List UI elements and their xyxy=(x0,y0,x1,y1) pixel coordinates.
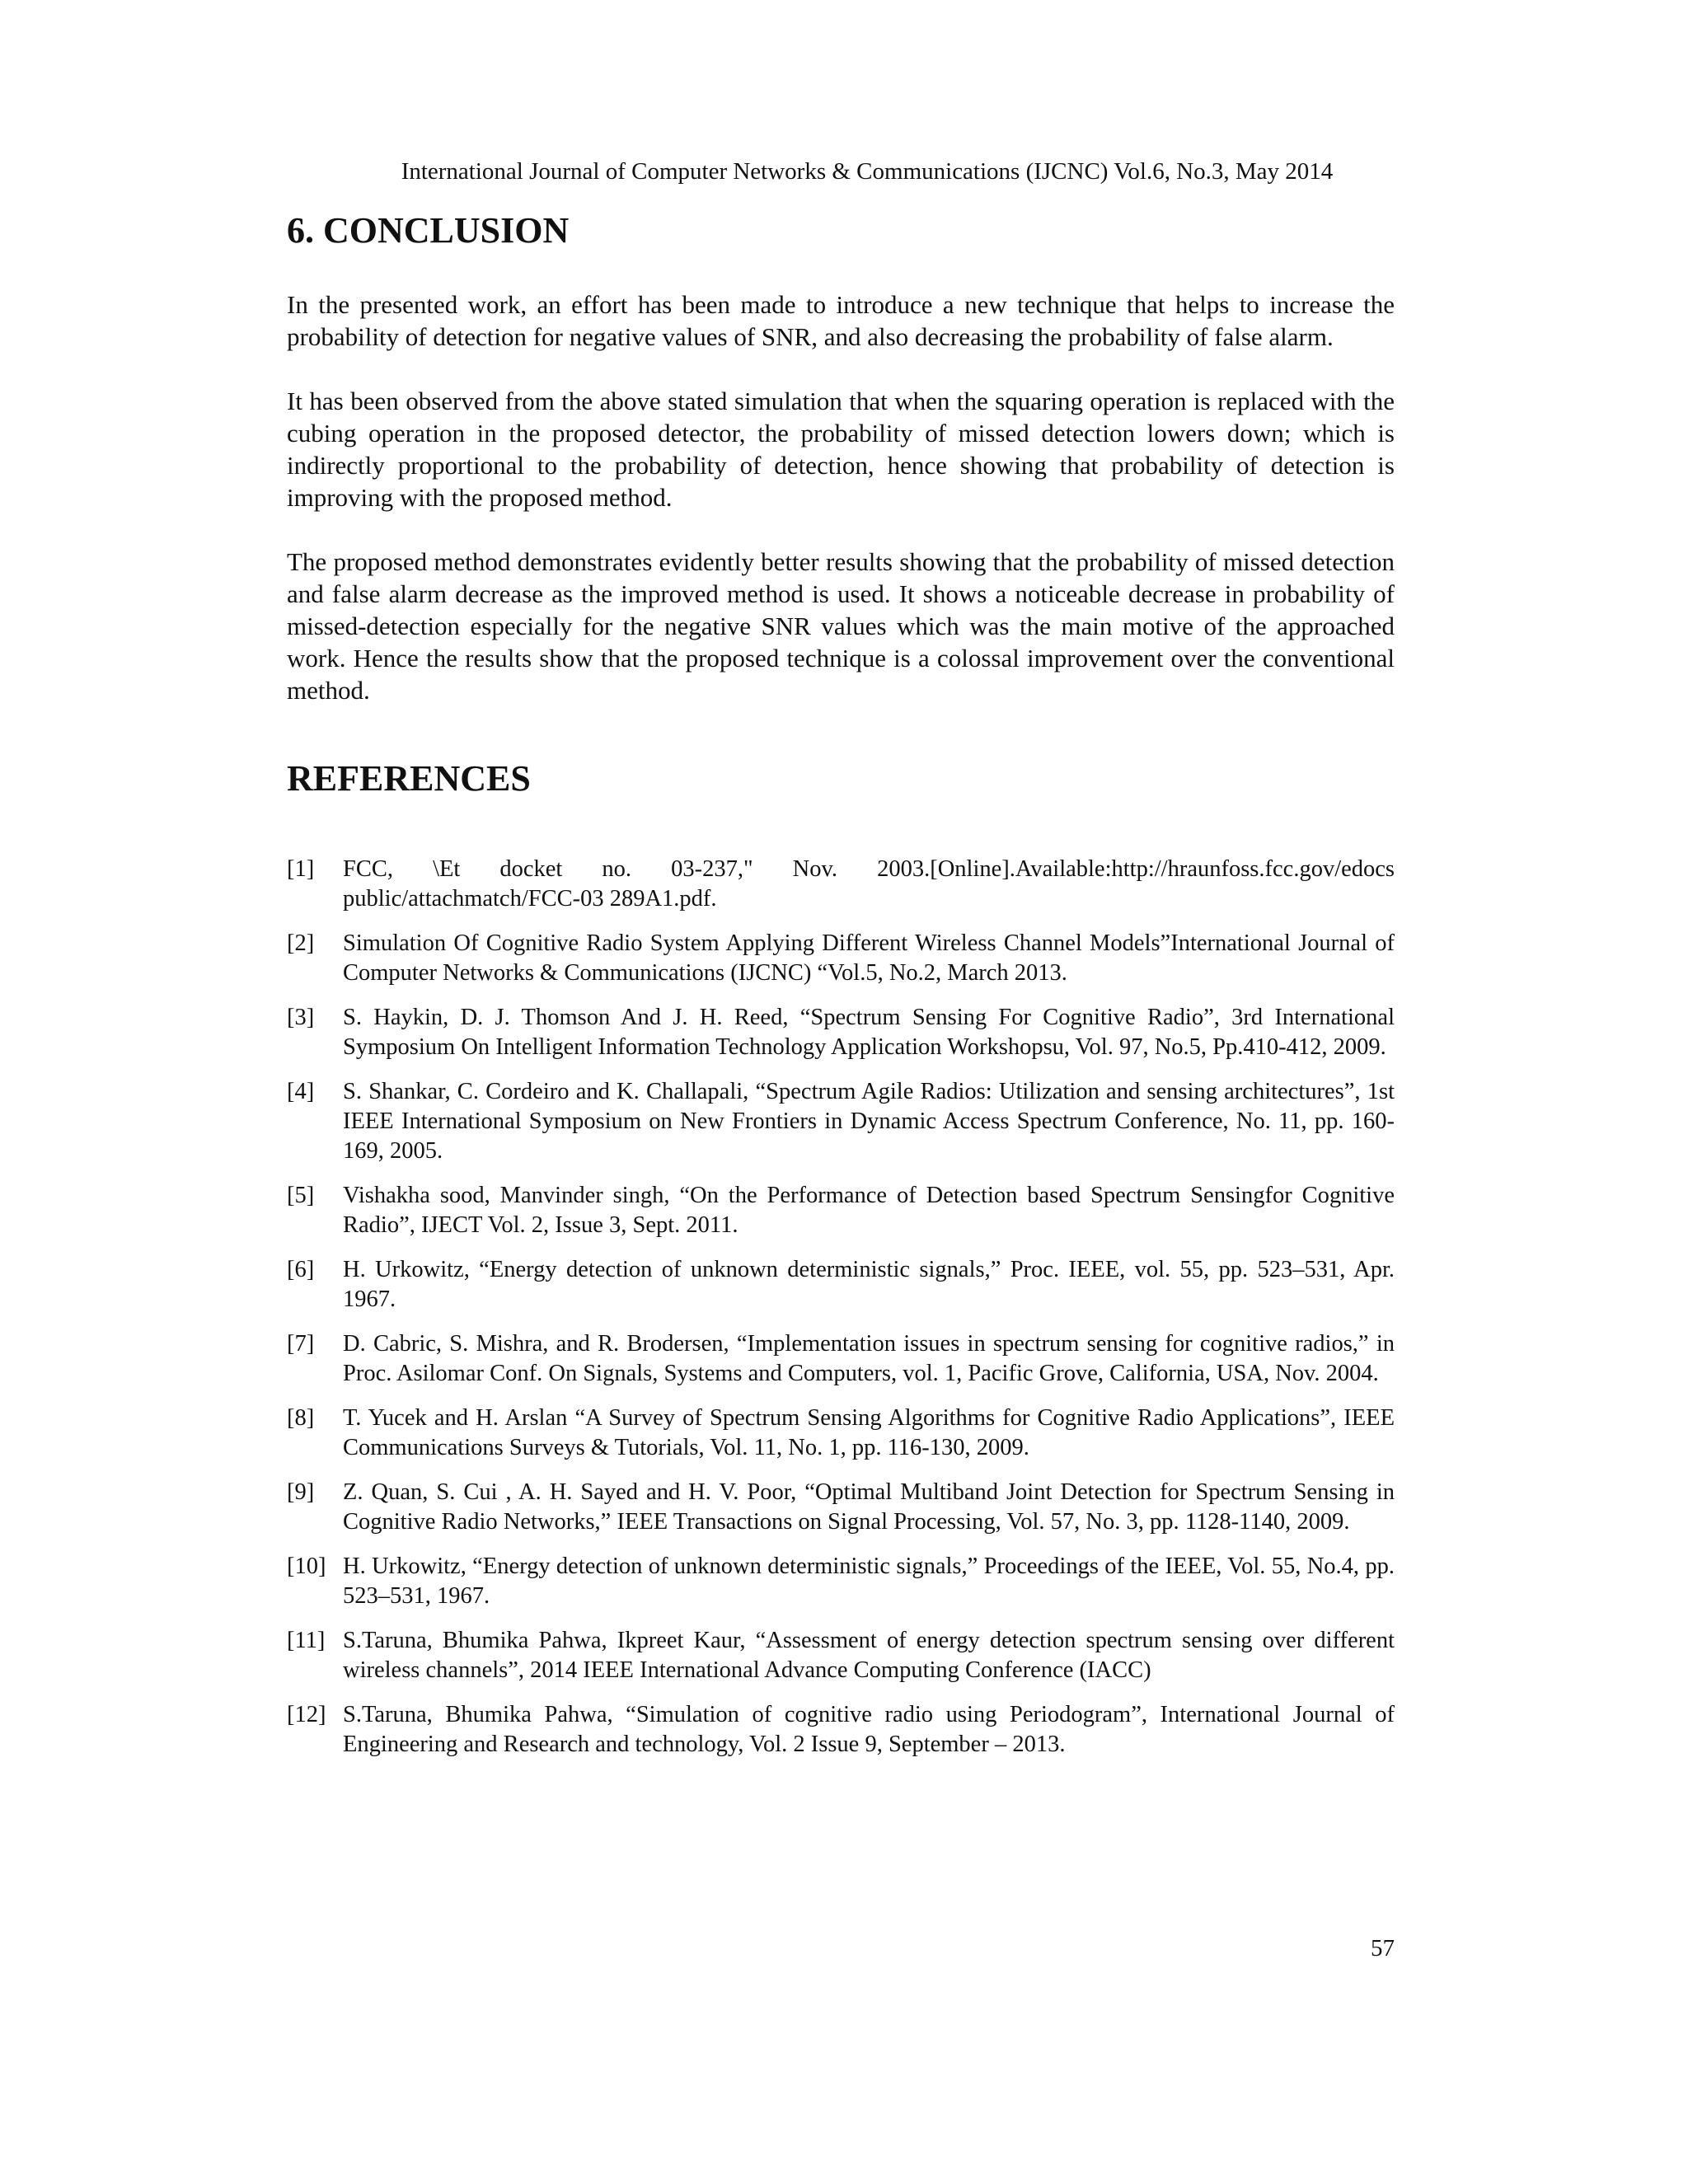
reference-item xyxy=(287,1255,1395,1315)
reference-item xyxy=(287,855,1395,914)
reference-number: [6] xyxy=(287,1257,315,1282)
reference-list xyxy=(287,855,1395,1760)
reference-number: [8] xyxy=(287,1405,315,1431)
reference-text: S.Taruna, Bhumika Pahwa, “Simulation of cognitive radio using Periodogram”, International Journal of Engineering and Research and technology, Vol. 2 Issue 9, September – 2013. xyxy=(343,1702,1395,1757)
reference-number: [10] xyxy=(287,1554,326,1579)
reference-text: S. Shankar, C. Cordeiro and K. Challapali, “Spectrum Agile Radios: Utilization and sensing architectures”, 1st IEEE International Symposium on New Frontiers in Dynamic Access Spectrum Conference, No. 11, pp. 160-169, 2005. xyxy=(343,1079,1395,1164)
reference-item xyxy=(287,1404,1395,1463)
running-header: International Journal of Computer Networks & Communications (IJCNC) Vol.6, No.3, May 2014 xyxy=(401,158,1334,185)
reference-text: S.Taruna, Bhumika Pahwa, Ikpreet Kaur, “Assessment of energy detection spectrum sensing over different wireless channels”, 2014 IEEE International Advance Computing Conference (IACC) xyxy=(343,1628,1395,1683)
reference-item xyxy=(287,1077,1395,1166)
reference-number: [11] xyxy=(287,1628,326,1653)
reference-number: [4] xyxy=(287,1079,315,1104)
reference-item xyxy=(287,929,1395,988)
reference-text: Vishakha sood, Manvinder singh, “On the Performance of Detection based Spectrum Sensingfor Cognitive Radio”, IJECT Vol. 2, Issue 3, Sept. 2011. xyxy=(343,1183,1395,1238)
reference-number: [7] xyxy=(287,1331,315,1357)
reference-text: H. Urkowitz, “Energy detection of unknown deterministic signals,” Proceedings of the IEEE, Vol. 55, No.4, pp. 523–531, 1967. xyxy=(343,1554,1395,1609)
paper-page xyxy=(287,157,1395,1774)
page-number: 57 xyxy=(1371,1935,1395,1961)
conclusion-paragraph-1: In the presented work, an effort has been made to introduce a new technique that helps to increase the probability of detection for negative values of SNR, and also decreasing the probability of false alarm. xyxy=(287,290,1395,351)
reference-text: Z. Quan, S. Cui , A. H. Sayed and H. V. Poor, “Optimal Multiband Joint Detection for Spectrum Sensing in Cognitive Radio Networks,” IEEE Transactions on Signal Processing, Vol. 57, No. 3, pp. 1128-1140, 2009. xyxy=(343,1479,1395,1535)
reference-number: [12] xyxy=(287,1702,326,1727)
reference-text: H. Urkowitz, “Energy detection of unknown deterministic signals,” Proc. IEEE, vol. 55, pp. 523–531, Apr. 1967. xyxy=(343,1257,1395,1312)
reference-number: [9] xyxy=(287,1479,315,1505)
reference-number: [5] xyxy=(287,1183,315,1208)
reference-item xyxy=(287,1552,1395,1611)
reference-text: D. Cabric, S. Mishra, and R. Brodersen, “Implementation issues in spectrum sensing for cognitive radios,” in Proc. Asilomar Conf. On Signals, Systems and Computers, vol. 1, Pacific Grove, California, USA, Nov. 2004. xyxy=(343,1331,1395,1386)
reference-text: S. Haykin, D. J. Thomson And J. H. Reed, “Spectrum Sensing For Cognitive Radio”, 3rd International Symposium On Intelligent Information Technology Application Workshopsu, Vol. 97, No.5, Pp.410-412, 2009. xyxy=(343,1005,1395,1060)
references-heading: REFERENCES xyxy=(287,758,531,799)
reference-number: [2] xyxy=(287,930,315,956)
conclusion-heading: 6. CONCLUSION xyxy=(287,210,570,251)
reference-item xyxy=(287,1181,1395,1240)
conclusion-paragraph-2: It has been observed from the above stated simulation that when the squaring operation is replaced with the cubing operation in the proposed detector, the probability of missed detection lowers down; which is indirectly proportional to the probability of detection, hence showing that probability of detection is improving with the proposed method. xyxy=(287,387,1395,512)
reference-number: [1] xyxy=(287,856,315,882)
reference-item xyxy=(287,1626,1395,1685)
conclusion-paragraph-3: The proposed method demonstrates evidently better results showing that the probability of missed detection and false alarm decrease as the improved method is used. It shows a noticeable decrease in probability of missed-detection especially for the negative SNR values which was the main motive of the approached work. Hence the results show that the proposed technique is a colossal improvement over the conventional method. xyxy=(287,547,1395,705)
reference-item xyxy=(287,1478,1395,1537)
reference-text: FCC, \Et docket no. 03-237," Nov. 2003.[Online].Available:http://hraunfoss.fcc.gov/edocs public/attachmatch/FCC-03 289A1.pdf. xyxy=(343,856,1395,912)
reference-item xyxy=(287,1700,1395,1760)
reference-item xyxy=(287,1003,1395,1062)
reference-number: [3] xyxy=(287,1005,315,1030)
reference-item xyxy=(287,1329,1395,1389)
reference-text: Simulation Of Cognitive Radio System Applying Different Wireless Channel Models”International Journal of Computer Networks & Communications (IJCNC) “Vol.5, No.2, March 2013. xyxy=(343,930,1395,986)
reference-text: T. Yucek and H. Arslan “A Survey of Spectrum Sensing Algorithms for Cognitive Radio Applications”, IEEE Communications Surveys & Tutorials, Vol. 11, No. 1, pp. 116-130, 2009. xyxy=(343,1405,1395,1460)
